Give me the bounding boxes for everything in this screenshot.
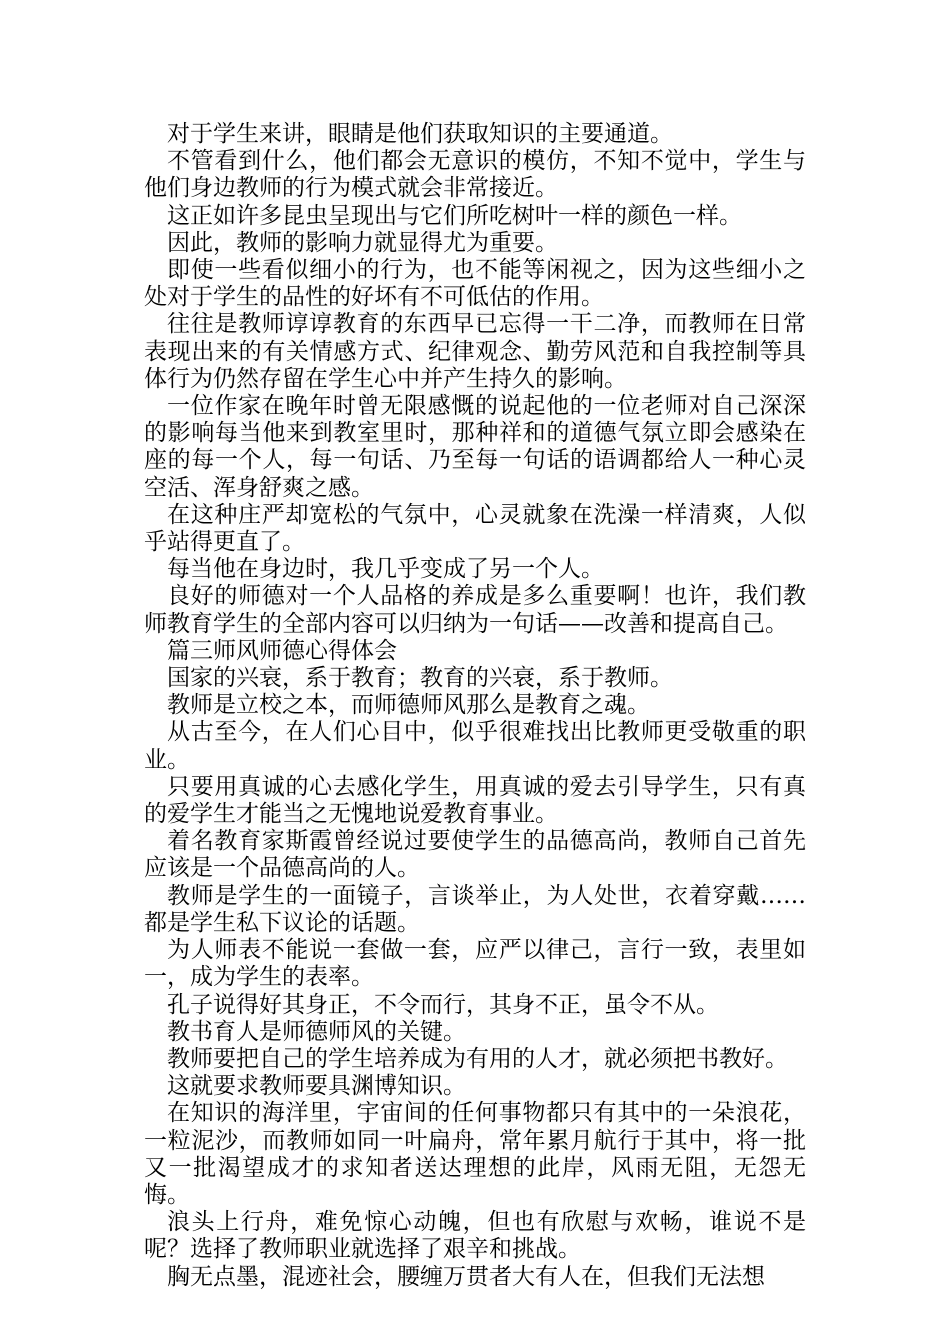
paragraph: 只要用真诚的心去感化学生，用真诚的爱去引导学生，只有真的爱学生才能当之无愧地说爱教育事业。 <box>144 773 806 828</box>
paragraph: 教师要把自己的学生培养成为有用的人才，就必须把书教好。 <box>167 1045 788 1072</box>
paragraph: 胸无点墨，混迹社会，腰缠万贯者大有人在，但我们无法想 <box>167 1263 765 1290</box>
document-body <box>144 121 806 1291</box>
paragraph: 国家的兴衰，系于教育；教育的兴衰，系于教师。 <box>167 665 673 692</box>
paragraph: 这就要求教师要具渊博知识。 <box>167 1073 466 1100</box>
paragraph: 浪头上行舟，难免惊心动魄，但也有欣慰与欢畅，谁说不是呢？选择了教师职业就选择了艰辛和挑战。 <box>144 1209 806 1263</box>
paragraph: 往往是教师谆谆教育的东西早已忘得一干二净，而教师在日常表现出来的有关情感方式、纪律观念、勤劳风范和自我控制等具体行为仍然存留在学生心中并产生持久的影响。 <box>144 311 806 392</box>
paragraph: 良好的师德对一个人品格的养成是多么重要啊！也许，我们教师教育学生的全部内容可以归纳为一句话——改善和提高自己。 <box>144 583 806 637</box>
paragraph: 每当他在身边时，我几乎变成了另一个人。 <box>167 556 604 583</box>
paragraph: 因此，教师的影响力就显得尤为重要。 <box>167 229 558 256</box>
paragraph: 不管看到什么，他们都会无意识的模仿，不知不觉中，学生与他们身边教师的行为模式就会非常接近。 <box>144 148 806 202</box>
paragraph: 对于学生来讲，眼睛是他们获取知识的主要通道。 <box>167 121 673 147</box>
paragraph: 在这种庄严却宽松的气氛中，心灵就象在洗澡一样清爽，人似乎站得更直了。 <box>144 501 806 556</box>
paragraph: 这正如许多昆虫呈现出与它们所吃树叶一样的颜色一样。 <box>167 202 742 229</box>
paragraph: 从古至今，在人们心目中，似乎很难找出比教师更受敬重的职业。 <box>144 719 806 773</box>
paragraph: 一位作家在晚年时曾无限感慨的说起他的一位老师对自己深深的影响每当他来到教室里时，那种祥和的道德气氛立即会感染在座的每一个人，每一句话、乃至每一句话的语调都给人一种心灵空活、浑身舒爽之感。 <box>144 393 806 501</box>
section-heading: 篇三师风师德心得体会 <box>167 637 397 664</box>
paragraph: 教书育人是师德师风的关键。 <box>167 1018 466 1045</box>
paragraph: 教师是立校之本，而师德师风那么是教育之魂。 <box>167 692 650 719</box>
paragraph: 教师是学生的一面镜子，言谈举止，为人处世，衣着穿戴……都是学生私下议论的话题。 <box>144 882 806 936</box>
paragraph: 着名教育家斯霞曾经说过要使学生的品德高尚，教师自己首先应该是一个品德高尚的人。 <box>144 828 806 882</box>
paragraph: 为人师表不能说一套做一套，应严以律己，言行一致，表里如一，成为学生的表率。 <box>144 937 806 991</box>
paragraph: 孔子说得好其身正，不令而行，其身不正，虽令不从。 <box>167 991 719 1018</box>
paragraph: 在知识的海洋里，宇宙间的任何事物都只有其中的一朵浪花，一粒泥沙，而教师如同一叶扁舟，常年累月航行于其中，将一批又一批渴望成才的求知者送达理想的此岸，风雨无阻，无怨无悔。 <box>144 1100 806 1208</box>
paragraph: 即使一些看似细小的行为，也不能等闲视之，因为这些细小之处对于学生的品性的好坏有不可低估的作用。 <box>144 257 806 311</box>
